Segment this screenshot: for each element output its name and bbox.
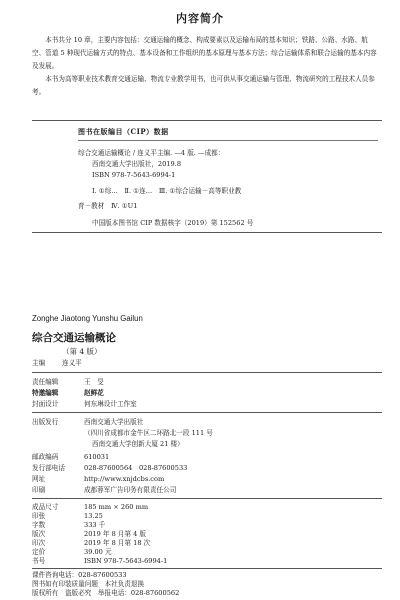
cip-line: ISBN 978-7-5643-6994-1 bbox=[92, 171, 176, 179]
publisher-row bbox=[32, 417, 362, 428]
spec-label: 成品尺寸 bbox=[32, 503, 59, 511]
credit-row bbox=[32, 399, 362, 410]
cip-library-number: 中国版本图书馆 CIP 数据核字（2019）第 152562 号 bbox=[92, 219, 254, 227]
intro-paragraph: 本书为高等职业技术教育交通运输、物流专业教学用书，也可供从事交通运输与管理、物流研究的工程技术人员参考。 bbox=[32, 75, 375, 96]
credit-row bbox=[32, 377, 362, 388]
divider bbox=[32, 568, 382, 569]
spec-row bbox=[32, 556, 362, 567]
contact-value: 610031 bbox=[84, 453, 110, 461]
credit-label: 特邀编辑 bbox=[32, 389, 59, 397]
spec-value: 2019 年 8 月第 18 次 bbox=[84, 539, 151, 547]
publisher-address: （四川省成都市金牛区二环路北一段 111 号 bbox=[84, 429, 213, 437]
publisher-label: 出版发行 bbox=[32, 418, 59, 426]
contact-value: http://www.xnjdcbs.com bbox=[84, 475, 165, 483]
contact-label: 邮政编码 bbox=[32, 453, 59, 461]
divider bbox=[32, 232, 382, 233]
divider bbox=[32, 120, 382, 121]
cip-title: 图书在版编目（CIP）数据 bbox=[78, 127, 169, 136]
editor-name: 连义平 bbox=[62, 359, 82, 367]
cip-classification: Ⅰ. ①综… Ⅱ. ①连… Ⅲ. ①综合运输－高等职业教 bbox=[92, 187, 242, 195]
contact-row bbox=[32, 485, 362, 496]
footer-line: 图书如有印装质量问题 本社负责退换 bbox=[32, 580, 145, 588]
spec-label: 印张 bbox=[32, 512, 46, 520]
intro-title: 内容简介 bbox=[176, 12, 224, 25]
footer-line: 版权所有 盗版必究 举报电话：028-87600562 bbox=[32, 589, 180, 597]
contact-label: 印刷 bbox=[32, 486, 46, 494]
spec-value: 333 千 bbox=[84, 521, 106, 529]
credit-value: 何东琳设计工作室 bbox=[84, 400, 137, 408]
divider bbox=[32, 412, 382, 413]
pinyin-title: Zonghe Jiaotong Yunshu Gailun bbox=[32, 314, 143, 323]
cip-classification: 育－教材 Ⅳ. ①U1 bbox=[78, 202, 138, 210]
contact-row bbox=[32, 463, 362, 474]
contact-value: 成都蓉军广告印务有限责任公司 bbox=[84, 486, 177, 494]
cip-line: 综合交通运输概论 / 连义平主编. —4 版. —成都： bbox=[78, 149, 225, 157]
contact-value: 028-87600564 028-87600533 bbox=[84, 464, 188, 472]
spec-label: 书号 bbox=[32, 557, 46, 565]
contact-label: 网址 bbox=[32, 475, 46, 483]
editor-label: 主编 bbox=[32, 359, 46, 367]
intro-body bbox=[32, 34, 377, 99]
spec-label: 印次 bbox=[32, 539, 46, 547]
contact-label: 发行部电话 bbox=[32, 464, 65, 472]
editor-row bbox=[32, 358, 362, 369]
credit-label: 责任编辑 bbox=[32, 378, 59, 386]
cip-line: 西南交通大学出版社，2019.8 bbox=[92, 160, 182, 168]
footer-line: 课件咨询电话：028-87600533 bbox=[32, 571, 127, 579]
credit-value: 王 旻 bbox=[84, 378, 104, 386]
contact-row bbox=[32, 474, 362, 485]
divider bbox=[32, 498, 382, 499]
spec-label: 定价 bbox=[32, 548, 46, 556]
credit-value: 赵鲜花 bbox=[84, 389, 104, 397]
spec-value: ISBN 978-7-5643-6994-1 bbox=[84, 557, 168, 565]
contact-row bbox=[32, 452, 362, 463]
spec-value: 13.25 bbox=[84, 512, 103, 520]
edition: （第 4 版） bbox=[62, 347, 102, 356]
divider bbox=[32, 372, 382, 373]
publisher-name: 西南交通大学出版社 bbox=[84, 418, 144, 426]
spec-label: 版次 bbox=[32, 530, 46, 538]
spec-value: 2019 年 8 月第 4 版 bbox=[84, 530, 147, 538]
spec-value: 39.00 元 bbox=[84, 548, 112, 556]
credit-label: 封面设计 bbox=[32, 400, 59, 408]
publisher-address: 西南交通大学创新大厦 21 楼） bbox=[92, 440, 184, 448]
divider bbox=[78, 140, 378, 141]
credit-row bbox=[32, 388, 362, 399]
intro-paragraph: 本书共分 10 章，主要内容包括：交通运输的概念、构成要素以及运输布局的基本知识；铁路、公路、水路、航空、管道 5 种现代运输方式的特点、基本设备和工作组织的基本原理与基本方法；综合运输体系和联合运输的基本内容及发展。 bbox=[32, 36, 377, 70]
spec-value: 185 mm × 260 mm bbox=[84, 503, 149, 511]
spec-label: 字数 bbox=[32, 521, 46, 529]
book-title: 综合交通运输概论 bbox=[32, 332, 116, 344]
